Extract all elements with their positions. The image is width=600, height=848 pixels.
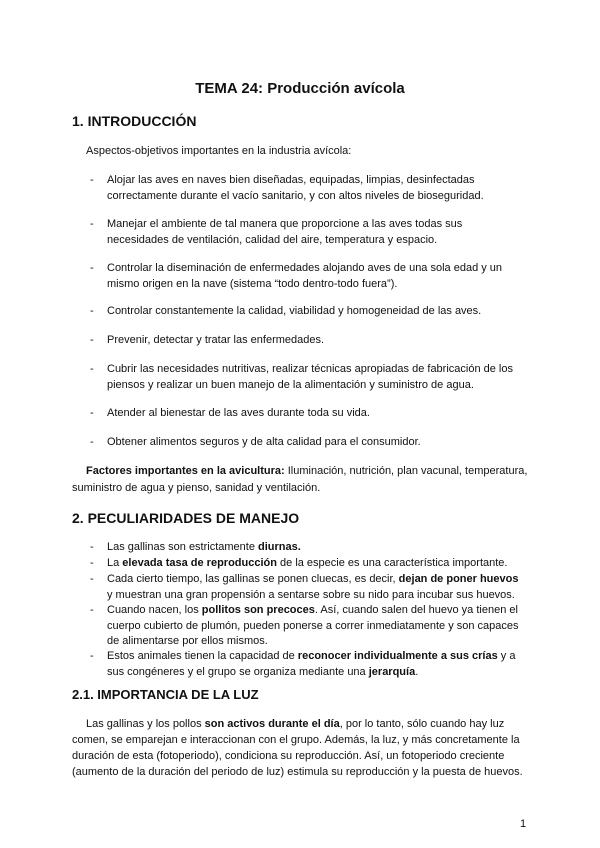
intro-paragraph: Aspectos-objetivos importantes en la industria avícola: [86, 145, 352, 157]
text-emphasis: elevada tasa de reproducción [122, 557, 277, 569]
text-emphasis: jerarquía [368, 665, 416, 678]
list-item-text: Controlar la diseminación de enfermedades alojando aves de una sola edad y un mismo origen en la nave (sistema “todo dentro-todo fuera”). [107, 262, 503, 290]
bullet-dash: - [90, 218, 94, 230]
light-paragraph [72, 716, 532, 780]
list-item-text: Manejar el ambiente de tal manera que proporcione a las aves todas sus necesidades de ventilación, calidad del aire, temperatura y espacio. [107, 218, 463, 246]
document-title: TEMA 24: Producción avícola [195, 80, 405, 97]
bullet-dash: - [90, 604, 94, 616]
text-run: , por lo tanto, sólo cuando hay luz comen, se emparejan e interaccionan con el grupo. Además, la luz, y más concretamente la duración de esta (fotoperiodo), condiciona su reproducción. Así, un fotoperiodo creciente (aumento de la duración del periodo de luz) estimula su reproducción y la puesta de huevos. [72, 718, 523, 778]
text-run: Cada cierto tiempo, las gallinas se ponen cluecas, es decir, [107, 573, 399, 585]
list-item-text: Obtener alimentos seguros y de alta calidad para el consumidor. [107, 436, 421, 448]
subsection-heading-luz: 2.1. IMPORTANCIA DE LA LUZ [72, 687, 259, 702]
bullet-dash: - [90, 573, 94, 585]
list-item-text [107, 572, 527, 603]
text-emphasis: pollitos son precoces [201, 604, 315, 616]
text-emphasis: diurnas. [258, 541, 301, 553]
list-item-text [107, 556, 527, 572]
list-item-text [107, 603, 527, 650]
list-item-text: Cubrir las necesidades nutritivas, realizar técnicas apropiadas de fabricación de los piensos y realizar un buen manejo de la alimentación y suministro de agua. [107, 363, 513, 391]
bullet-dash: - [90, 262, 94, 274]
list-item-text: Prevenir, detectar y tratar las enfermedades. [107, 334, 325, 346]
bullet-dash: - [90, 407, 94, 419]
bullet-dash: - [90, 650, 94, 662]
factors-paragraph [72, 463, 532, 497]
bullet-dash: - [90, 557, 94, 569]
list-item-text: Controlar constantemente la calidad, viabilidad y homogeneidad de las aves. [107, 305, 482, 317]
list-item-text: Atender al bienestar de las aves durante toda su vida. [107, 407, 370, 419]
text-run: . [415, 665, 419, 678]
text-emphasis: son activos durante el día [204, 718, 340, 730]
text-run: Estos animales tienen la capacidad de [107, 650, 298, 662]
text-run: La [107, 557, 123, 569]
text-run: y muestran una gran propensión a sentarse sobre su nido para incubar sus huevos. [107, 588, 515, 601]
list-item-text [107, 540, 527, 556]
page-number: 1 [520, 818, 527, 830]
text-run: Cuando nacen, los [107, 604, 202, 616]
bullet-dash: - [90, 334, 94, 346]
factors-label: Factores importantes en la avicultura: [86, 465, 285, 477]
bullet-dash: - [90, 305, 94, 317]
text-emphasis: reconocer individualmente a sus crías [297, 650, 498, 662]
text-run: de la especie es una característica importante. [276, 557, 508, 569]
factors-text: Iluminación, nutrición, plan vacunal, temperatura, suministro de agua y pienso, sanidad y ventilación. [72, 465, 528, 494]
bullet-dash: - [90, 174, 94, 186]
text-emphasis: dejan de poner huevos [398, 573, 519, 585]
text-run: y a sus congéneres y el grupo se organiza mediante una [107, 650, 516, 678]
section-heading-peculiaridades: 2. PECULIARIDADES DE MANEJO [72, 510, 300, 526]
section-heading-introduccion: 1. INTRODUCCIÓN [72, 113, 197, 129]
bullet-dash: - [90, 436, 94, 448]
text-run: . Así, cuando salen del huevo ya tienen el cuerpo cubierto de plumón, pueden ponerse a correr inmediatamente y son capaces de alimentarse por ellos mismos. [107, 604, 519, 647]
text-run: Las gallinas son estrictamente [107, 541, 259, 553]
text-run: Las gallinas y los pollos [86, 718, 205, 730]
bullet-dash: - [90, 541, 94, 553]
bullet-dash: - [90, 363, 94, 375]
list-item-text [107, 649, 527, 680]
list-item-text: Alojar las aves en naves bien diseñadas, equipadas, limpias, desinfectadas correctamente durante el vacío sanitario, y con altos niveles de bioseguridad. [107, 174, 484, 202]
